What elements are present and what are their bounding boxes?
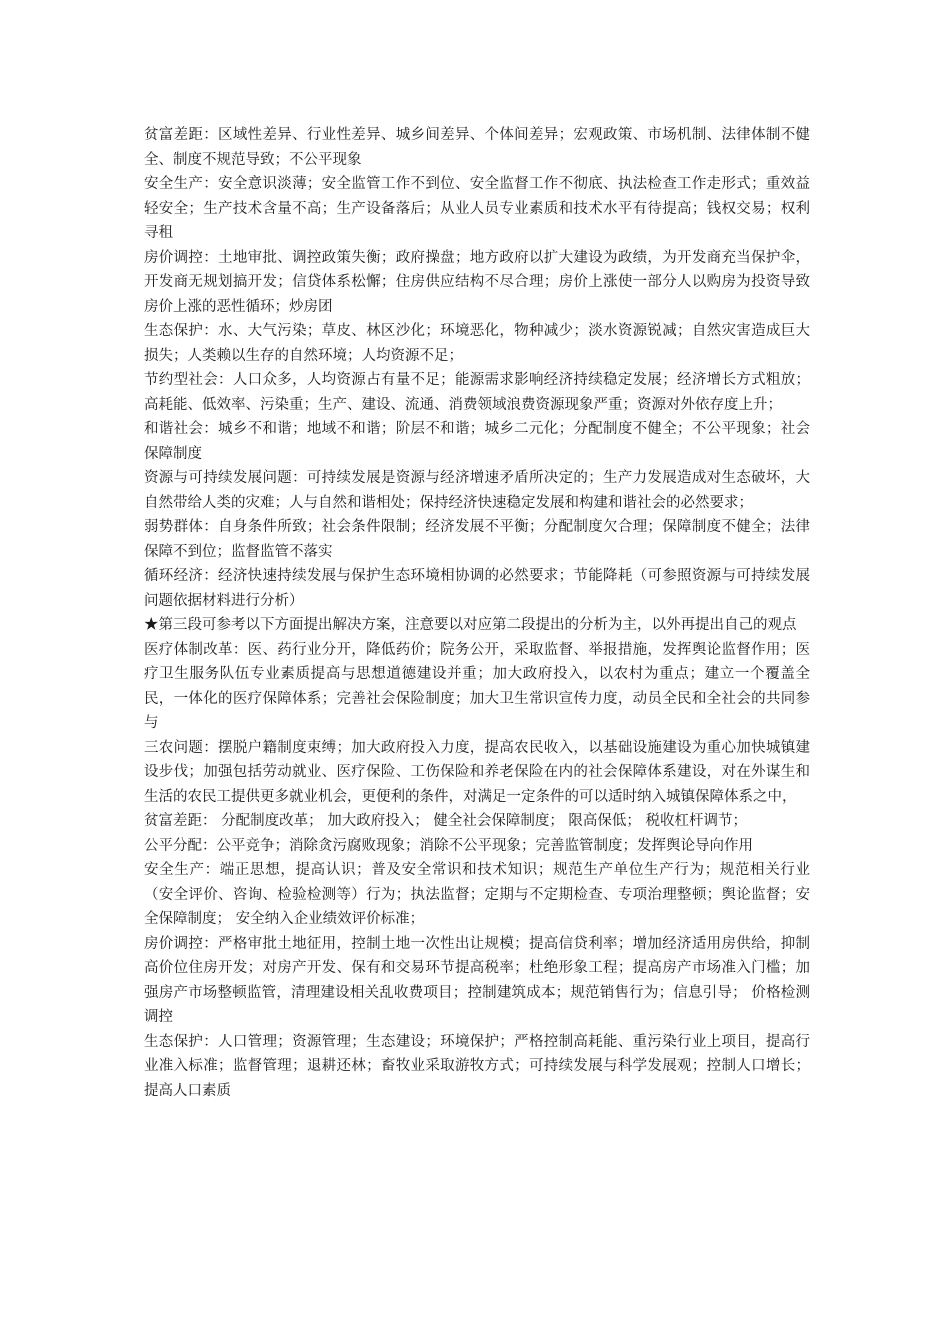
paragraph-housing-price: 房价调控：土地审批、调控政策失衡；政府操盘；地方政府以扩大建设为政绩，为开发商充当保护伞，开发商无规划搞开发；信贷体系松懈；住房供应结构不尽合理；房价上涨使一部分人以购房为投资导致房价上涨的恶性循环；炒房团 xyxy=(144,249,810,315)
paragraph-work-safety: 安全生产：安全意识淡薄；安全监管工作不到位、安全监督工作不彻底、执法检查工作走形式；重效益轻安全；生产技术含量不高；生产设备落后；从业人员专业素质和技术水平有待提高；钱权交易；权利寻租 xyxy=(144,176,810,241)
paragraph-housing-price-solutions: 房价调控：严格审批土地征用，控制土地一次性出让规模；提高信贷利率；增加经济适用房供给，抑制高价位住房开发；对房产开发、保有和交易环节提高税率；杜绝形象工程；提高房产市场准入门槛；加强房产市场整顿监管，清理建设相关乱收费项目；控制建筑成本；规范销售行为；信息引导； 价格检测调控 xyxy=(144,935,810,1025)
document-body xyxy=(144,123,810,1103)
paragraph-harmonious-society: 和谐社会：城乡不和谐；地域不和谐；阶层不和谐；城乡二元化；分配制度不健全；不公平现象；社会保障制度 xyxy=(144,421,810,462)
paragraph-rural-issues: 三农问题：摆脱户籍制度束缚；加大政府投入力度，提高农民收入，以基础设施建设为重心加快城镇建设步伐；加强包括劳动就业、医疗保险、工伤保险和养老保险在内的社会保障体系建设，对在外谋生和生活的农民工提供更多就业机会，更便利的条件，对满足一定条件的可以适时纳入城镇保障体系之中， xyxy=(144,739,810,805)
paragraph-medical-reform: 医疗体制改革：医、药行业分开，降低药价；院务公开，采取监督、举报措施，发挥舆论监督作用；医疗卫生服务队伍专业素质提高与思想道德建设并重；加大政府投入，以农村为重点；建立一个覆盖全民，一体化的医疗保障体系；完善社会保险制度；加大卫生常识宣传力度，动员全民和全社会的共同参与 xyxy=(144,641,810,731)
paragraph-wealth-gap-solutions: 贫富差距： 分配制度改革； 加大政府投入； 健全社会保障制度； 限高保低； 税收杠杆调节； xyxy=(144,813,748,829)
paragraph-conservation-society: 节约型社会：人口众多，人均资源占有量不足；能源需求影响经济持续稳定发展；经济增长方式粗放；高耗能、低效率、污染重；生产、建设、流通、消费领域浪费资源现象严重；资源对外依存度上升； xyxy=(144,372,810,413)
paragraph-work-safety-solutions: 安全生产：端正思想，提高认识；普及安全常识和技术知识；规范生产单位生产行为；规范相关行业（安全评价、咨询、检验检测等）行为；执法监督；定期与不定期检查、专项治理整顿；舆论监督；安全保障制度； 安全纳入企业绩效评价标准； xyxy=(144,862,810,927)
paragraph-section-three-note: ★第三段可参考以下方面提出解决方案，注意要以对应第二段提出的分析为主，以外再提出自己的观点 xyxy=(144,617,797,633)
paragraph-circular-economy: 循环经济：经济快速持续发展与保护生态环境相协调的必然要求；节能降耗（可参照资源与可持续发展问题依据材料进行分析） xyxy=(144,568,810,609)
paragraph-fair-distribution: 公平分配：公平竞争；消除贪污腐败现象；消除不公平现象；完善监管制度；发挥舆论导向作用 xyxy=(144,837,753,854)
paragraph-ecology-solutions: 生态保护：人口管理；资源管理；生态建设；环境保护；严格控制高耗能、重污染行业上项目，提高行业准入标准；监督管理；退耕还林；畜牧业采取游牧方式；可持续发展与科学发展观；控制人口增长；提高人口素质 xyxy=(144,1033,810,1099)
paragraph-wealth-gap: 贫富差距：区域性差异、行业性差异、城乡间差异、个体间差异；宏观政策、市场机制、法律体制不健全、制度不规范导致；不公平现象 xyxy=(144,127,810,168)
paragraph-sustainable-development: 资源与可持续发展问题：可持续发展是资源与经济增速矛盾所决定的；生产力发展造成对生态破坏，大自然带给人类的灾难；人与自然和谐相处；保持经济快速稳定发展和构建和谐社会的必然要求； xyxy=(144,470,810,511)
paragraph-vulnerable-groups: 弱势群体：自身条件所致；社会条件限制；经济发展不平衡；分配制度欠合理；保障制度不健全；法律保障不到位；监督监管不落实 xyxy=(144,519,810,560)
paragraph-ecology: 生态保护：水、大气污染；草皮、林区沙化；环境恶化，物种减少；淡水资源锐减；自然灾害造成巨大损失；人类赖以生存的自然环境；人均资源不足； xyxy=(144,323,810,364)
